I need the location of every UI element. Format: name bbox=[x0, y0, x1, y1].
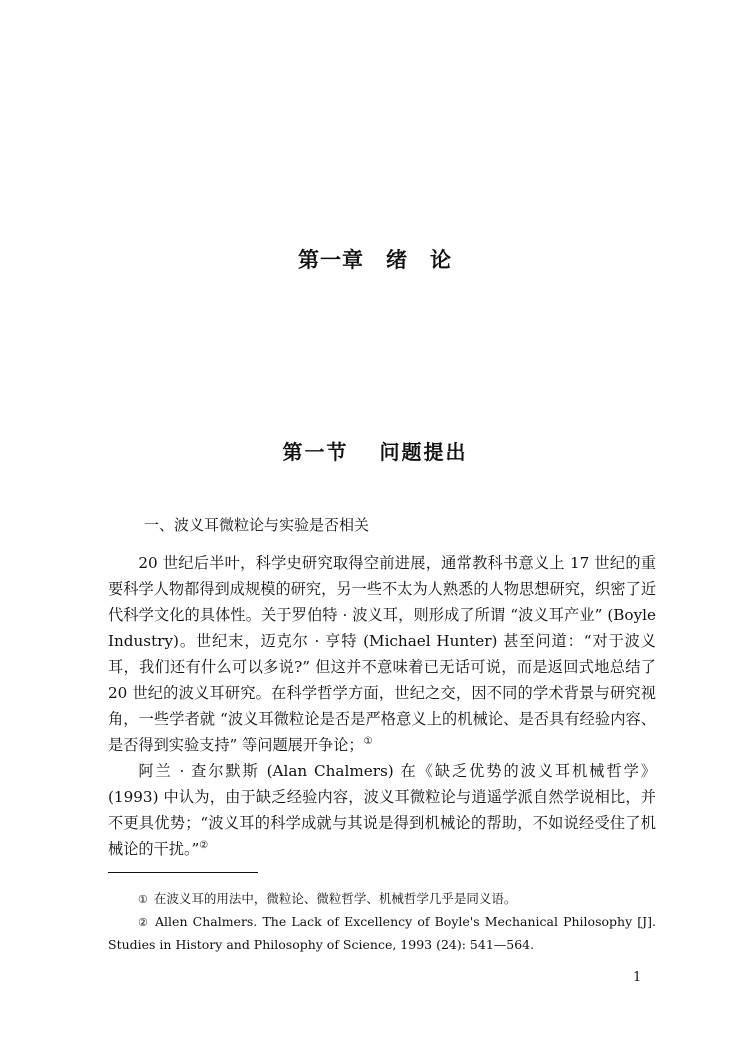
page-number: 1 bbox=[633, 970, 642, 985]
footnote-1-text: 在波义耳的用法中，微粒论、微粒哲学、机械哲学几乎是同义语。 bbox=[153, 891, 517, 906]
paragraph-1 bbox=[108, 550, 656, 758]
footnote-ref-2[interactable]: ② bbox=[199, 839, 209, 851]
paragraph-2-text: 阿兰 · 查尔默斯 (Alan Chalmers) 在《缺乏优势的波义耳机械哲学》(1993) 中认为，由于缺乏经验内容，波义耳微粒论与逍遥学派自然学说相比，并不更具优势；“波义耳的科学成就与其说是得到机械论的帮助，不如说经受住了机械论的干扰。” bbox=[108, 762, 656, 858]
footnotes bbox=[108, 888, 656, 956]
footnote-2 bbox=[108, 911, 656, 956]
body-text bbox=[108, 550, 656, 862]
footnote-2-mark: ② bbox=[138, 916, 150, 929]
paragraph-2 bbox=[108, 758, 656, 862]
footnote-ref-1[interactable]: ① bbox=[363, 735, 373, 747]
section-title: 第一节 问题提出 bbox=[282, 440, 468, 464]
footnote-2-text: Allen Chalmers. The Lack of Excellency of Boyle's Mechanical Philosophy [J]. Studies in History and Philosophy of Science, 1993 (24): 541—564. bbox=[108, 914, 656, 952]
chapter-title: 第一章 绪 论 bbox=[298, 247, 452, 272]
subsection-title: 一、波义耳微粒论与实验是否相关 bbox=[144, 516, 370, 534]
paragraph-1-text: 20 世纪后半叶，科学史研究取得空前进展，通常教科书意义上 17 世纪的重要科学人物都得到成规模的研究，另一些不太为人熟悉的人物思想研究，织密了近代科学文化的具体性。关于罗伯特 · 波义耳，则形成了所谓 “波义耳产业” (Boyle Industry)。世纪末，迈克尔 · 亨特 (Michael Hunter) 甚至问道：“对于波义耳，我们还有什么可以多说?” 但这并不意味着已无话可说，而是返回式地总结了 20 世纪的波义耳研究。在科学哲学方面，世纪之交，因不同的学术背景与研究视角，一些学者就 “波义耳微粒论是否是严格意义上的机械论、是否具有经验内容、是否得到实验支持” 等问题展开争论； bbox=[108, 554, 656, 754]
footnote-divider bbox=[108, 872, 258, 873]
footnote-1 bbox=[108, 888, 656, 911]
footnote-1-mark: ① bbox=[138, 893, 148, 906]
